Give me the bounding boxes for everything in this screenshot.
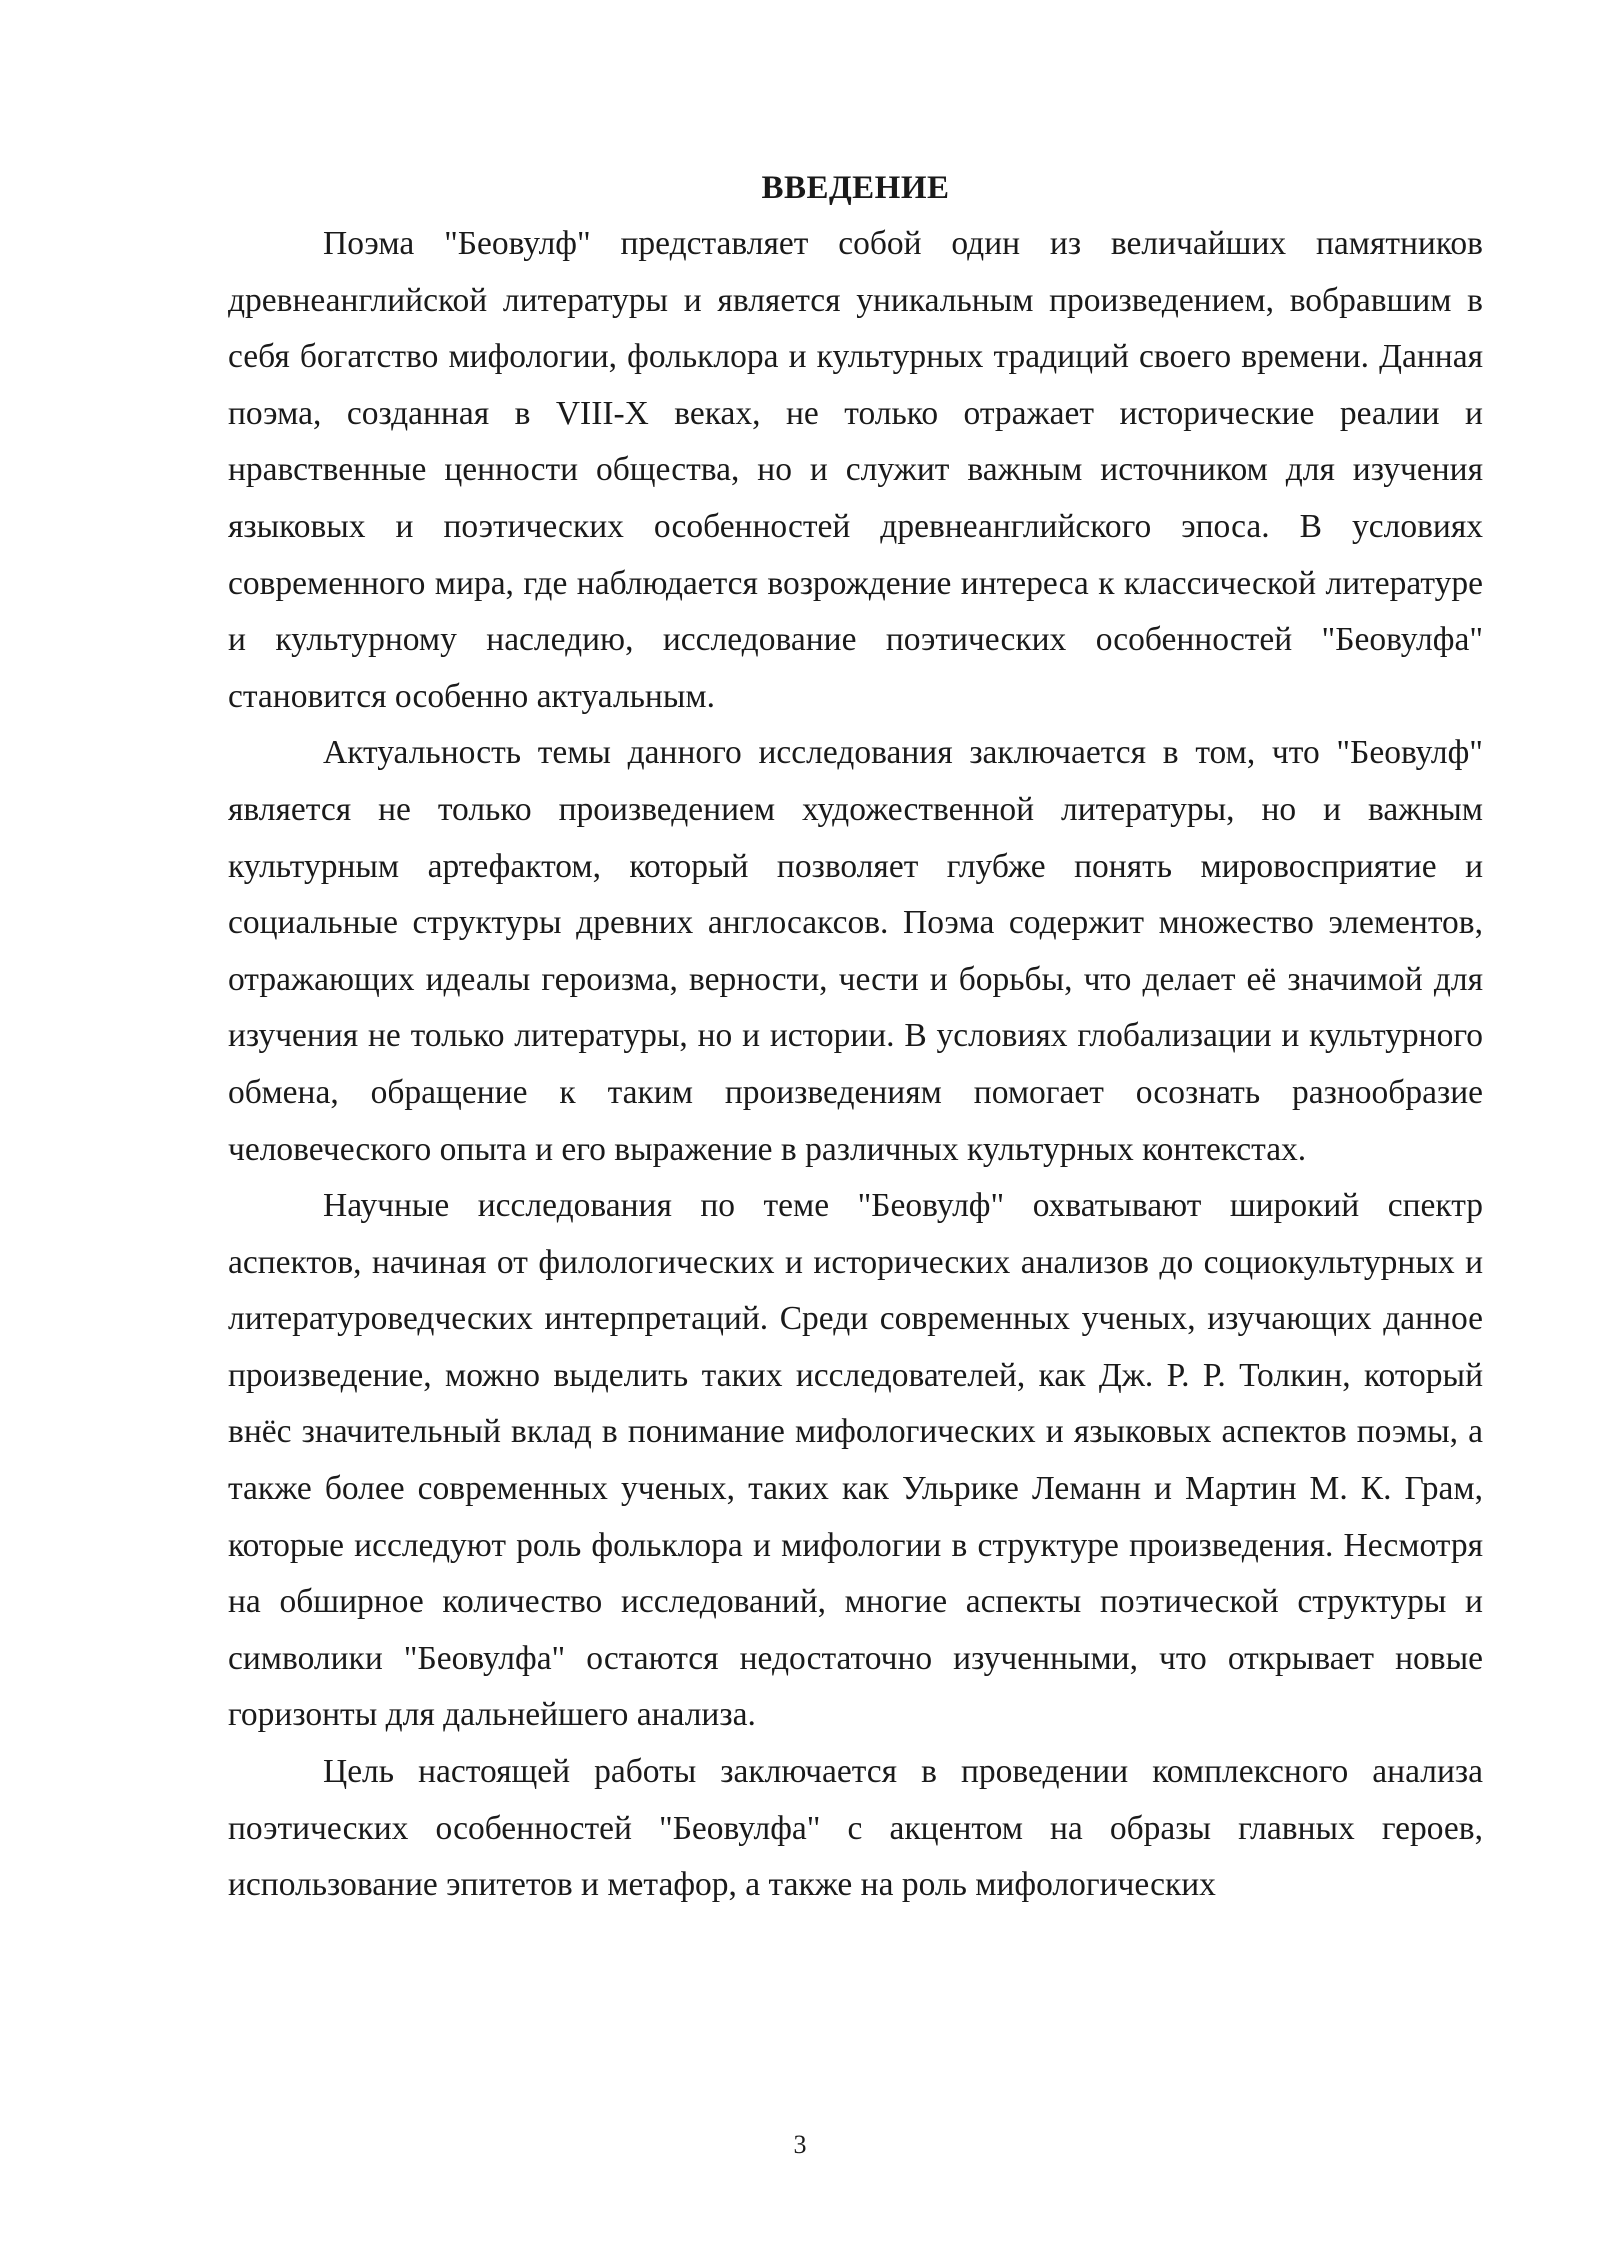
paragraph-relevance: Актуальность темы данного исследования заключается в том, что "Беовулф" является не только произведением художественной литературы, но и важным культурным артефактом, который позволяет глубже понять мировосприятие и социальные структуры древних англосаксов. Поэма содержит множество элементов, отражающих идеалы героизма, верности, чести и борьбы, что делает её значимой для изучения не только литературы, но и истории. В условиях глобализации и культурного обмена, обращение к таким произведениям помогает осознать разнообразие человеческого опыта и его выражение в различных культурных контекстах.: [228, 734, 1483, 1168]
paragraph-research: Научные исследования по теме "Беовулф" охватывают широкий спектр аспектов, начиная от филологических и исторических анализов до социокультурных и литературоведческих интерпретаций. Среди современных ученых, изучающих данное произведение, можно выделить таких исследователей, как Дж. Р. Р. Толкин, который внёс значительный вклад в понимание мифологических и языковых аспектов поэмы, а также более современных ученых, таких как Ульрике Леманн и Мартин М. К. Грам, которые исследуют роль фольклора и мифологии в структуре произведения. Несмотря на обширное количество исследований, многие аспекты поэтической структуры и символики "Беовулфа" остаются недостаточно изученными, что открывает новые горизонты для дальнейшего анализа.: [228, 1187, 1483, 1734]
section-heading: ВВЕДЕНИЕ: [761, 170, 950, 206]
page-content: [228, 160, 1483, 1914]
paragraph-goal: Цель настоящей работы заключается в проведении комплексного анализа поэтических особенностей "Беовулфа" с акцентом на образы главных героев, использование эпитетов и метафор, а также на роль мифологических: [228, 1753, 1483, 1904]
page-number: 3: [793, 2130, 807, 2159]
paragraph-intro: Поэма "Беовулф" представляет собой один из величайших памятников древнеанглийской литературы и является уникальным произведением, вобравшим в себя богатство мифологии, фольклора и культурных традиций своего времени. Данная поэма, созданная в VIII-X веках, не только отражает исторические реалии и нравственные ценности общества, но и служит важным источником для изучения языковых и поэтических особенностей древнеанглийского эпоса. В условиях современного мира, где наблюдается возрождение интереса к классической литературе и культурному наследию, исследование поэтических особенностей "Беовулфа" становится особенно актуальным.: [228, 225, 1483, 715]
